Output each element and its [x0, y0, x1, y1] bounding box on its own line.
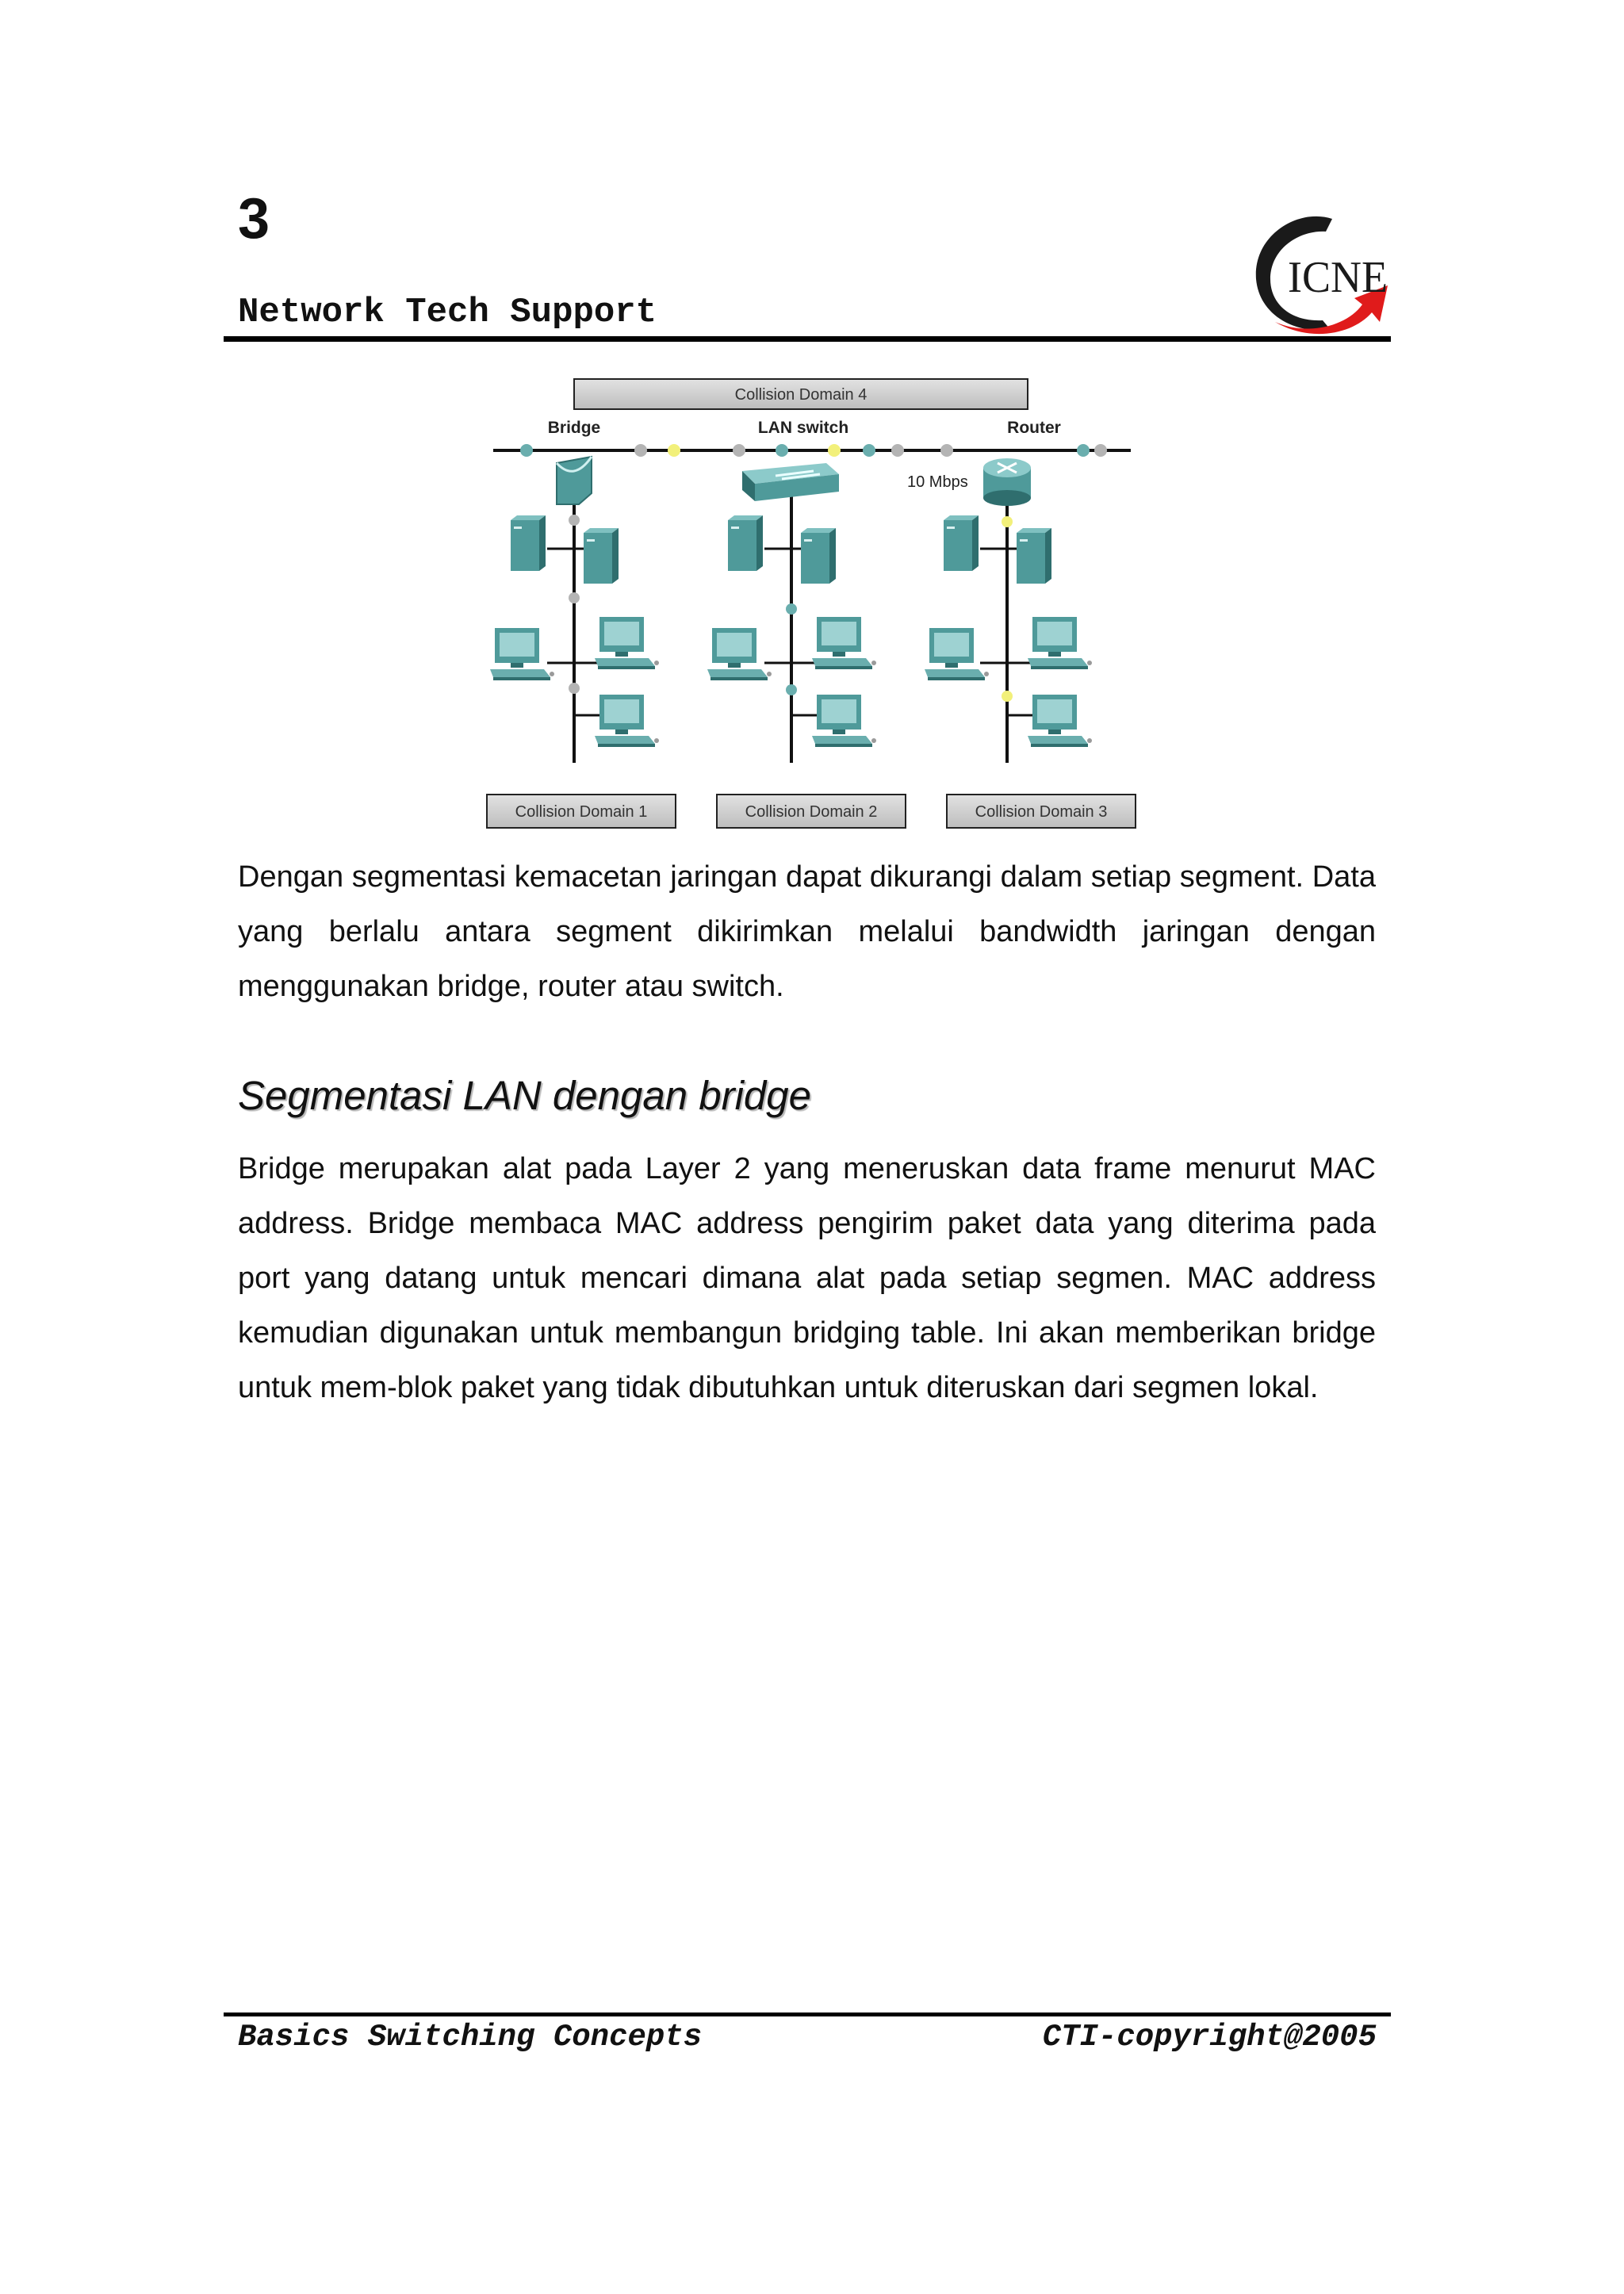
bridge-icon	[557, 457, 592, 504]
pc-1a	[490, 628, 554, 680]
header-divider	[224, 336, 1391, 342]
server-3b	[1017, 528, 1051, 584]
server-1a	[511, 515, 546, 571]
server-2b	[801, 528, 836, 584]
pc-2a	[707, 628, 772, 680]
router-label: Router	[1007, 419, 1061, 437]
router-icon	[983, 458, 1031, 506]
collision-domain-4-label: Collision Domain 4	[734, 386, 868, 404]
collision-domain-1-label: Collision Domain 1	[515, 803, 648, 821]
pc-3c	[1028, 695, 1092, 747]
pc-2b	[812, 617, 876, 669]
server-2a	[728, 515, 763, 571]
pc-2c	[812, 695, 876, 747]
bridge-paragraph: Bridge merupakan alat pada Layer 2 yang meneruskan data frame menurut MAC address. Bridge membaca MAC address pengirim paket data yang diterima pada port yang datang untuk mencari dimana alat pada setiap segmen. MAC address kemudian digunakan untuk membangun bridging table. Ini akan memberikan bridge untuk mem-blok paket yang tidak dibutuhkan untuk diteruskan dari segmen lokal.	[238, 1152, 1376, 1404]
server-3a	[944, 515, 979, 571]
collision-domain-3-label: Collision Domain 3	[975, 803, 1108, 821]
section-heading: Segmentasi LAN dengan bridge	[238, 1073, 811, 1118]
logo-text: ICNE	[1288, 253, 1388, 302]
switch-icon	[742, 463, 839, 501]
icne-logo	[1243, 203, 1396, 338]
pc-3a	[925, 628, 989, 680]
header-title: Network Tech Support	[238, 293, 657, 332]
pc-1c	[595, 695, 659, 747]
collision-domain-2-label: Collision Domain 2	[745, 803, 878, 821]
intro-paragraph: Dengan segmentasi kemacetan jaringan dapat dikurangi dalam setiap segment. Data yang berlalu antara segment dikirimkan melalui bandwidth jaringan dengan menggunakan bridge, router atau switch.	[238, 860, 1376, 1003]
footer-chapter-title: Basics Switching Concepts	[238, 2020, 703, 2055]
pc-3b	[1028, 617, 1092, 669]
bridge-label: Bridge	[547, 419, 601, 437]
pc-1b	[595, 617, 659, 669]
lan-switch-label: LAN switch	[757, 419, 849, 437]
footer-copyright: CTI-copyright@2005	[1042, 2020, 1377, 2055]
network-segmentation-diagram	[481, 374, 1142, 838]
speed-label: 10 Mbps	[907, 473, 968, 491]
server-1b	[584, 528, 619, 584]
footer-divider	[224, 2013, 1391, 2016]
chapter-number: 3	[238, 187, 270, 251]
